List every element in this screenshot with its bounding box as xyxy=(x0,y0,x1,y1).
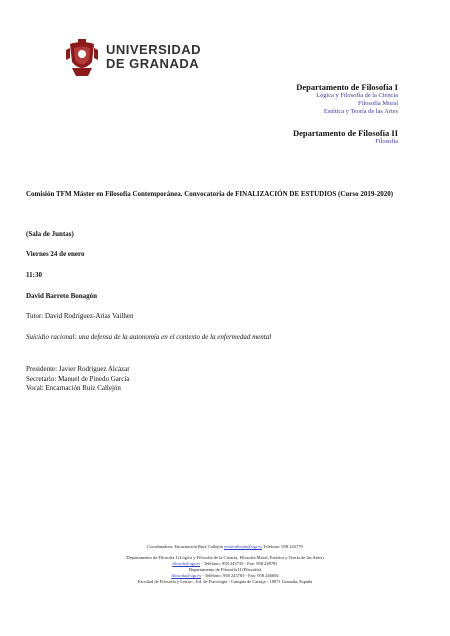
department-2-area: Filosofía xyxy=(375,138,398,145)
university-name-line2: DE GRANADA xyxy=(106,56,200,71)
university-crest-icon xyxy=(62,38,102,78)
department-1-area: Filosofía Moral xyxy=(358,100,398,107)
time: 11:30 xyxy=(26,271,42,279)
footer-dept2: Departamento de Filosofía II (Filosofía) xyxy=(188,567,262,572)
footer-address: Facultad de Filosofía y Letras – Ed. de Psicología - Campus de Cartuja - 18071 Granada, España xyxy=(137,579,313,584)
footer-dept2-contact: filosofia@ugr.es - Teléfono: 958 243783 - Fax: 958 246694 xyxy=(171,573,279,578)
footer-dept1-contact: filosofi@ugr.es - Teléfono: 958 243735 - Fax: 958 248781 xyxy=(172,561,278,566)
tribunal-member: Vocal: Encarnación Ruiz Callejón xyxy=(26,384,121,393)
department-1-name: Departamento de Filosofía I xyxy=(296,82,398,92)
tutor: Tutor: David Rodríguez-Arias Vailhen xyxy=(26,312,134,320)
student-name: David Barreto Bonagón xyxy=(26,292,98,300)
department-1-area: Lógica y Filosofía de la Ciencia xyxy=(316,92,398,99)
university-name-line1: UNIVERSIDAD xyxy=(106,42,202,57)
thesis-title: Suicidio racional: una defensa de la autonomía en el contexto de la enfermedad mental xyxy=(26,333,272,341)
tribunal-member: Secretario: Manuel de Pinedo García xyxy=(26,374,130,383)
department-1-area: Estética y Teoría de las Artes xyxy=(323,108,398,115)
dept1-email-link[interactable]: filosofi@ugr.es xyxy=(172,561,201,566)
footer xyxy=(0,544,450,585)
footer-coordinator: Coordinadora: Encarnación Ruiz Callejón eruizcallejon@ugr.es Teléfono: 958 243779 xyxy=(147,544,303,549)
department-1 xyxy=(296,82,398,116)
footer-dept1: Departamento de Filosofía I (Lógica y Filosofía de la Ciencia, Filosofía Moral, Estética y Teoría de las Artes) xyxy=(126,555,324,560)
date: Viernes 24 de enero xyxy=(26,250,85,258)
coordinator-email-link[interactable]: eruizcallejon@ugr.es xyxy=(223,544,262,549)
tribunal xyxy=(26,365,130,394)
notice-title: Comisión TFM Máster en Filosofía Contemporánea. Convocatoria de FINALIZACIÓN DE ESTUDIOS (Curso 2019-2020) xyxy=(26,190,394,198)
university-name xyxy=(106,43,201,71)
room: (Sala de Juntas) xyxy=(26,230,74,238)
tribunal-member: Presidente: Javier Rodríguez Alcázar xyxy=(26,365,130,373)
department-2 xyxy=(293,128,398,146)
department-2-name: Departamento de Filosofía II xyxy=(292,128,398,138)
dept2-email-link[interactable]: filosofia@ugr.es xyxy=(171,573,202,578)
